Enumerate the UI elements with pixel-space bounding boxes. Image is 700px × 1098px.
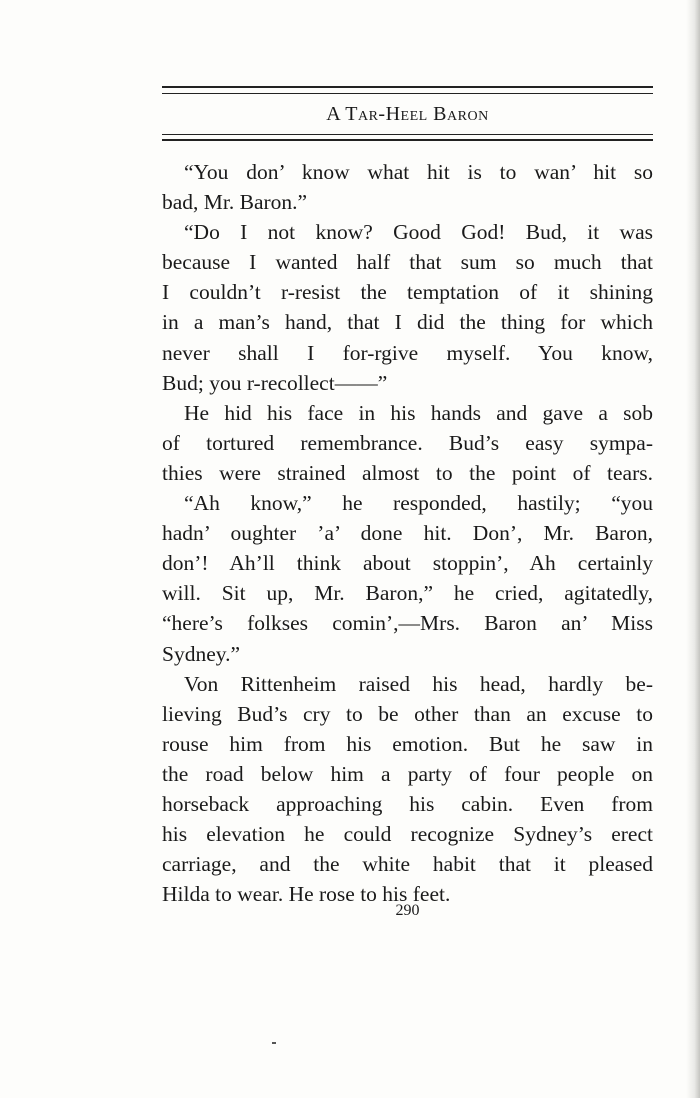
text-line: carriage, and the white habit that it pleased [162, 852, 653, 877]
text-line: Bud; you r-recollect——” [162, 370, 388, 395]
text-line: the road below him a party of four people on [162, 761, 653, 786]
text-line: will. Sit up, Mr. Baron,” he cried, agitatedly, [162, 581, 653, 606]
text-line: thies were strained almost to the point of tears. [162, 460, 653, 485]
header-rule-bottom-thin [162, 134, 653, 135]
running-head: A Tar-Heel Baron [326, 103, 489, 125]
text-line: “You don’ know what hit is to wan’ hit so [184, 160, 653, 184]
page-number: 290 [395, 902, 420, 919]
text-line: Hilda to wear. He rose to his feet. [162, 882, 451, 907]
text-line: I couldn’t r-resist the temptation of it shining [162, 280, 653, 305]
body-text [162, 157, 653, 909]
text-line: of tortured remembrance. Bud’s easy sympa- [162, 430, 653, 455]
header-rule-top-thin [162, 93, 653, 94]
text-line: “here’s folkses comin’,—Mrs. Baron an’ Miss [162, 611, 653, 636]
text-line: because I wanted half that sum so much that [162, 250, 653, 275]
header-rule-top-thick [162, 86, 653, 88]
page-mark [272, 1042, 276, 1044]
text-line: He hid his face in his hands and gave a sob [184, 400, 653, 425]
text-line: “Do I not know? Good God! Bud, it was [184, 220, 653, 245]
text-line: rouse him from his emotion. But he saw in [162, 731, 653, 756]
text-line: “Ah know,” he responded, hastily; “you [184, 491, 653, 516]
text-line: Von Rittenheim raised his head, hardly be- [184, 671, 653, 696]
page-edge-shadow [686, 0, 700, 1098]
text-line: bad, Mr. Baron.” [162, 190, 308, 215]
text-line: hadn’ oughter ’a’ done hit. Don’, Mr. Baron, [162, 521, 653, 546]
text-line: Sydney.” [162, 641, 241, 666]
text-line: his elevation he could recognize Sydney’s erect [162, 822, 653, 847]
text-line: never shall I for-rgive myself. You know, [162, 340, 653, 365]
text-line: in a man’s hand, that I did the thing for which [162, 310, 653, 335]
text-line: horseback approaching his cabin. Even from [162, 791, 653, 816]
header-rule-bottom-thick [162, 139, 653, 141]
text-line: lieving Bud’s cry to be other than an excuse to [162, 701, 653, 726]
text-line: don’! Ah’ll think about stoppin’, Ah certainly [162, 551, 653, 576]
